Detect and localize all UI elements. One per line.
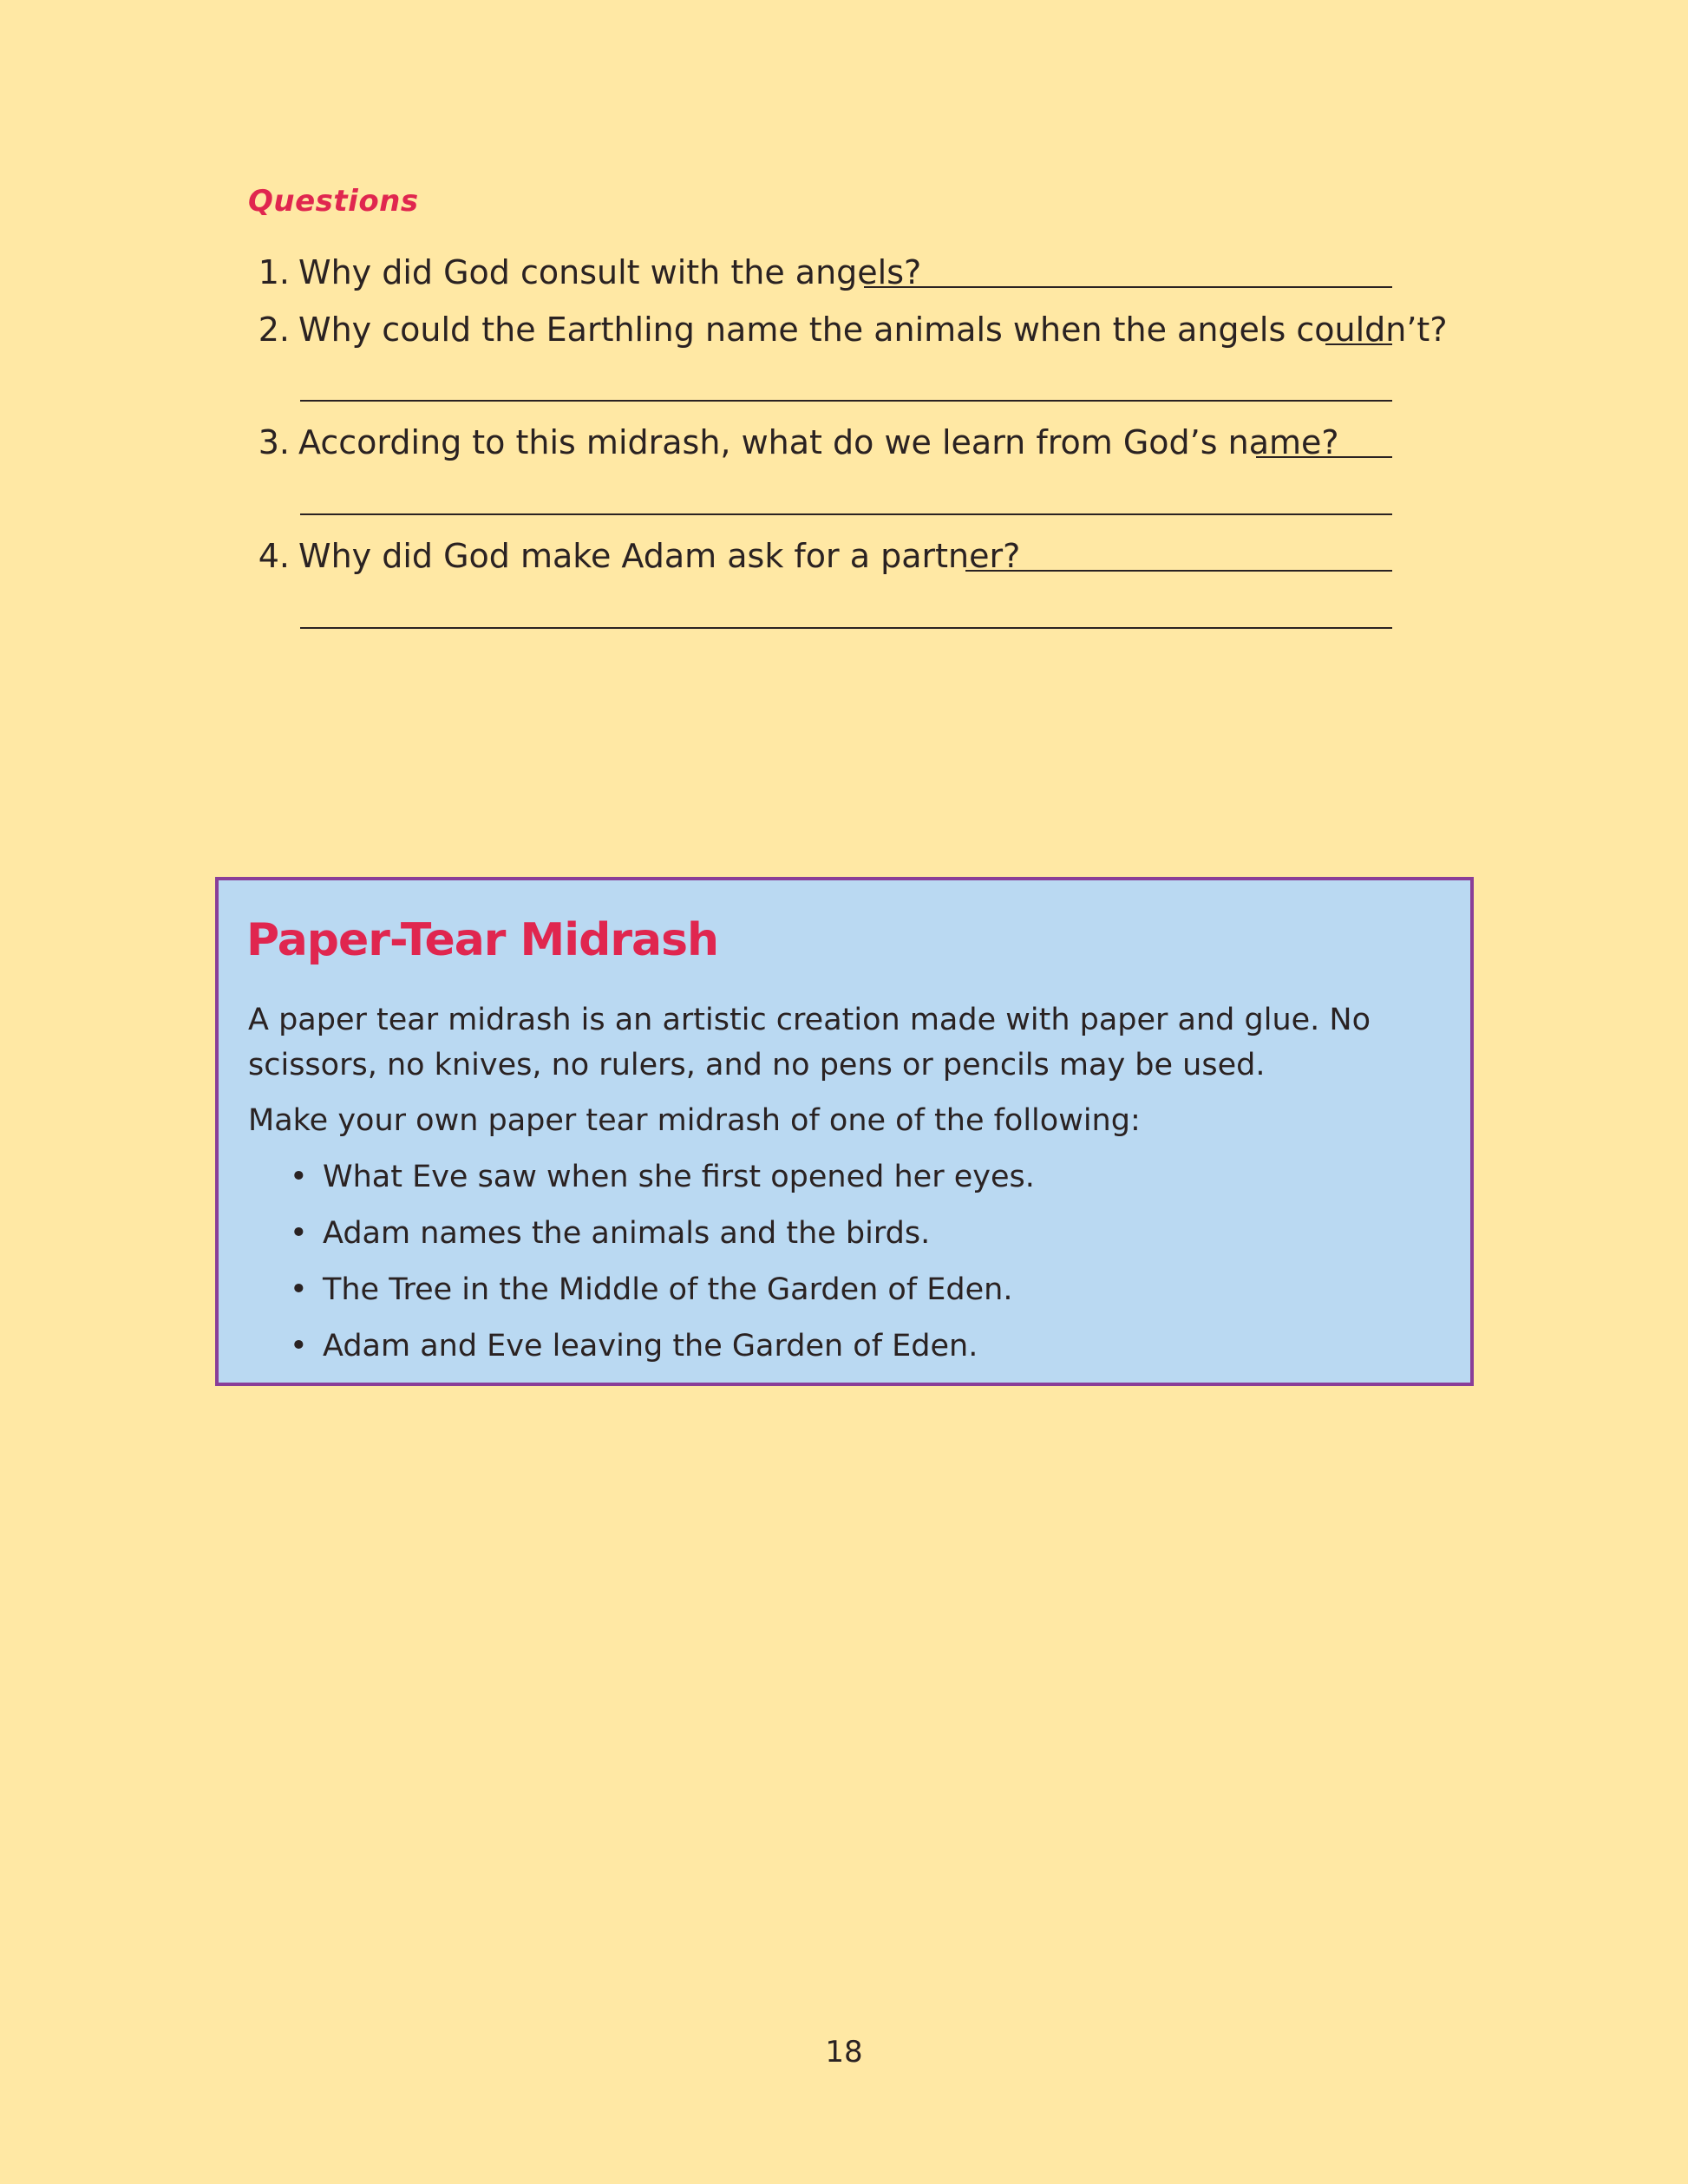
- questions-heading: Questions: [248, 184, 419, 219]
- answer-line[interactable]: [300, 400, 1392, 402]
- question-text: Why did God consult with the angels?: [298, 253, 922, 291]
- activity-title: Paper-Tear Midrash: [246, 914, 719, 966]
- bullet-icon: •: [290, 1272, 308, 1307]
- list-item-text: Adam and Eve leaving the Garden of Eden.: [323, 1329, 978, 1363]
- list-item-text: What Eve saw when she first opened her eyes.: [323, 1160, 1035, 1194]
- list-item: [290, 1268, 1012, 1311]
- question-text: Why did God make Adam ask for a partner?: [298, 537, 1021, 575]
- question-text: Why could the Earthling name the animals when the angels couldn’t?: [298, 311, 1448, 349]
- bullet-icon: •: [290, 1216, 308, 1251]
- question-number: 1.: [258, 253, 290, 291]
- question-3: [252, 422, 1339, 463]
- question-text: According to this midrash, what do we learn from God’s name?: [298, 423, 1339, 461]
- question-number: 3.: [258, 423, 290, 461]
- answer-line[interactable]: [300, 513, 1392, 515]
- answer-line[interactable]: [1325, 343, 1392, 345]
- list-item-text: Adam names the animals and the birds.: [323, 1216, 931, 1251]
- answer-line[interactable]: [864, 286, 1392, 288]
- answer-line[interactable]: [965, 570, 1392, 572]
- question-number: 2.: [258, 311, 290, 349]
- question-number: 4.: [258, 537, 290, 575]
- activity-prompt: Make your own paper tear midrash of one of the following:: [248, 1103, 1141, 1138]
- bullet-icon: •: [290, 1160, 308, 1194]
- question-2: [252, 309, 1448, 350]
- question-1: [252, 252, 921, 293]
- answer-line[interactable]: [300, 627, 1392, 629]
- question-4: [252, 535, 1020, 577]
- list-item-text: The Tree in the Middle of the Garden of Eden.: [323, 1272, 1013, 1307]
- list-item: [290, 1324, 978, 1368]
- list-item: [290, 1155, 1035, 1199]
- answer-line[interactable]: [1256, 456, 1392, 458]
- list-item: [290, 1212, 930, 1255]
- activity-intro: A paper tear midrash is an artistic creation made with paper and glue. No scissors, no knives, no rulers, and no pens or pencils may be used.: [248, 1003, 1371, 1082]
- page-number: 18: [825, 2035, 863, 2070]
- bullet-icon: •: [290, 1329, 308, 1363]
